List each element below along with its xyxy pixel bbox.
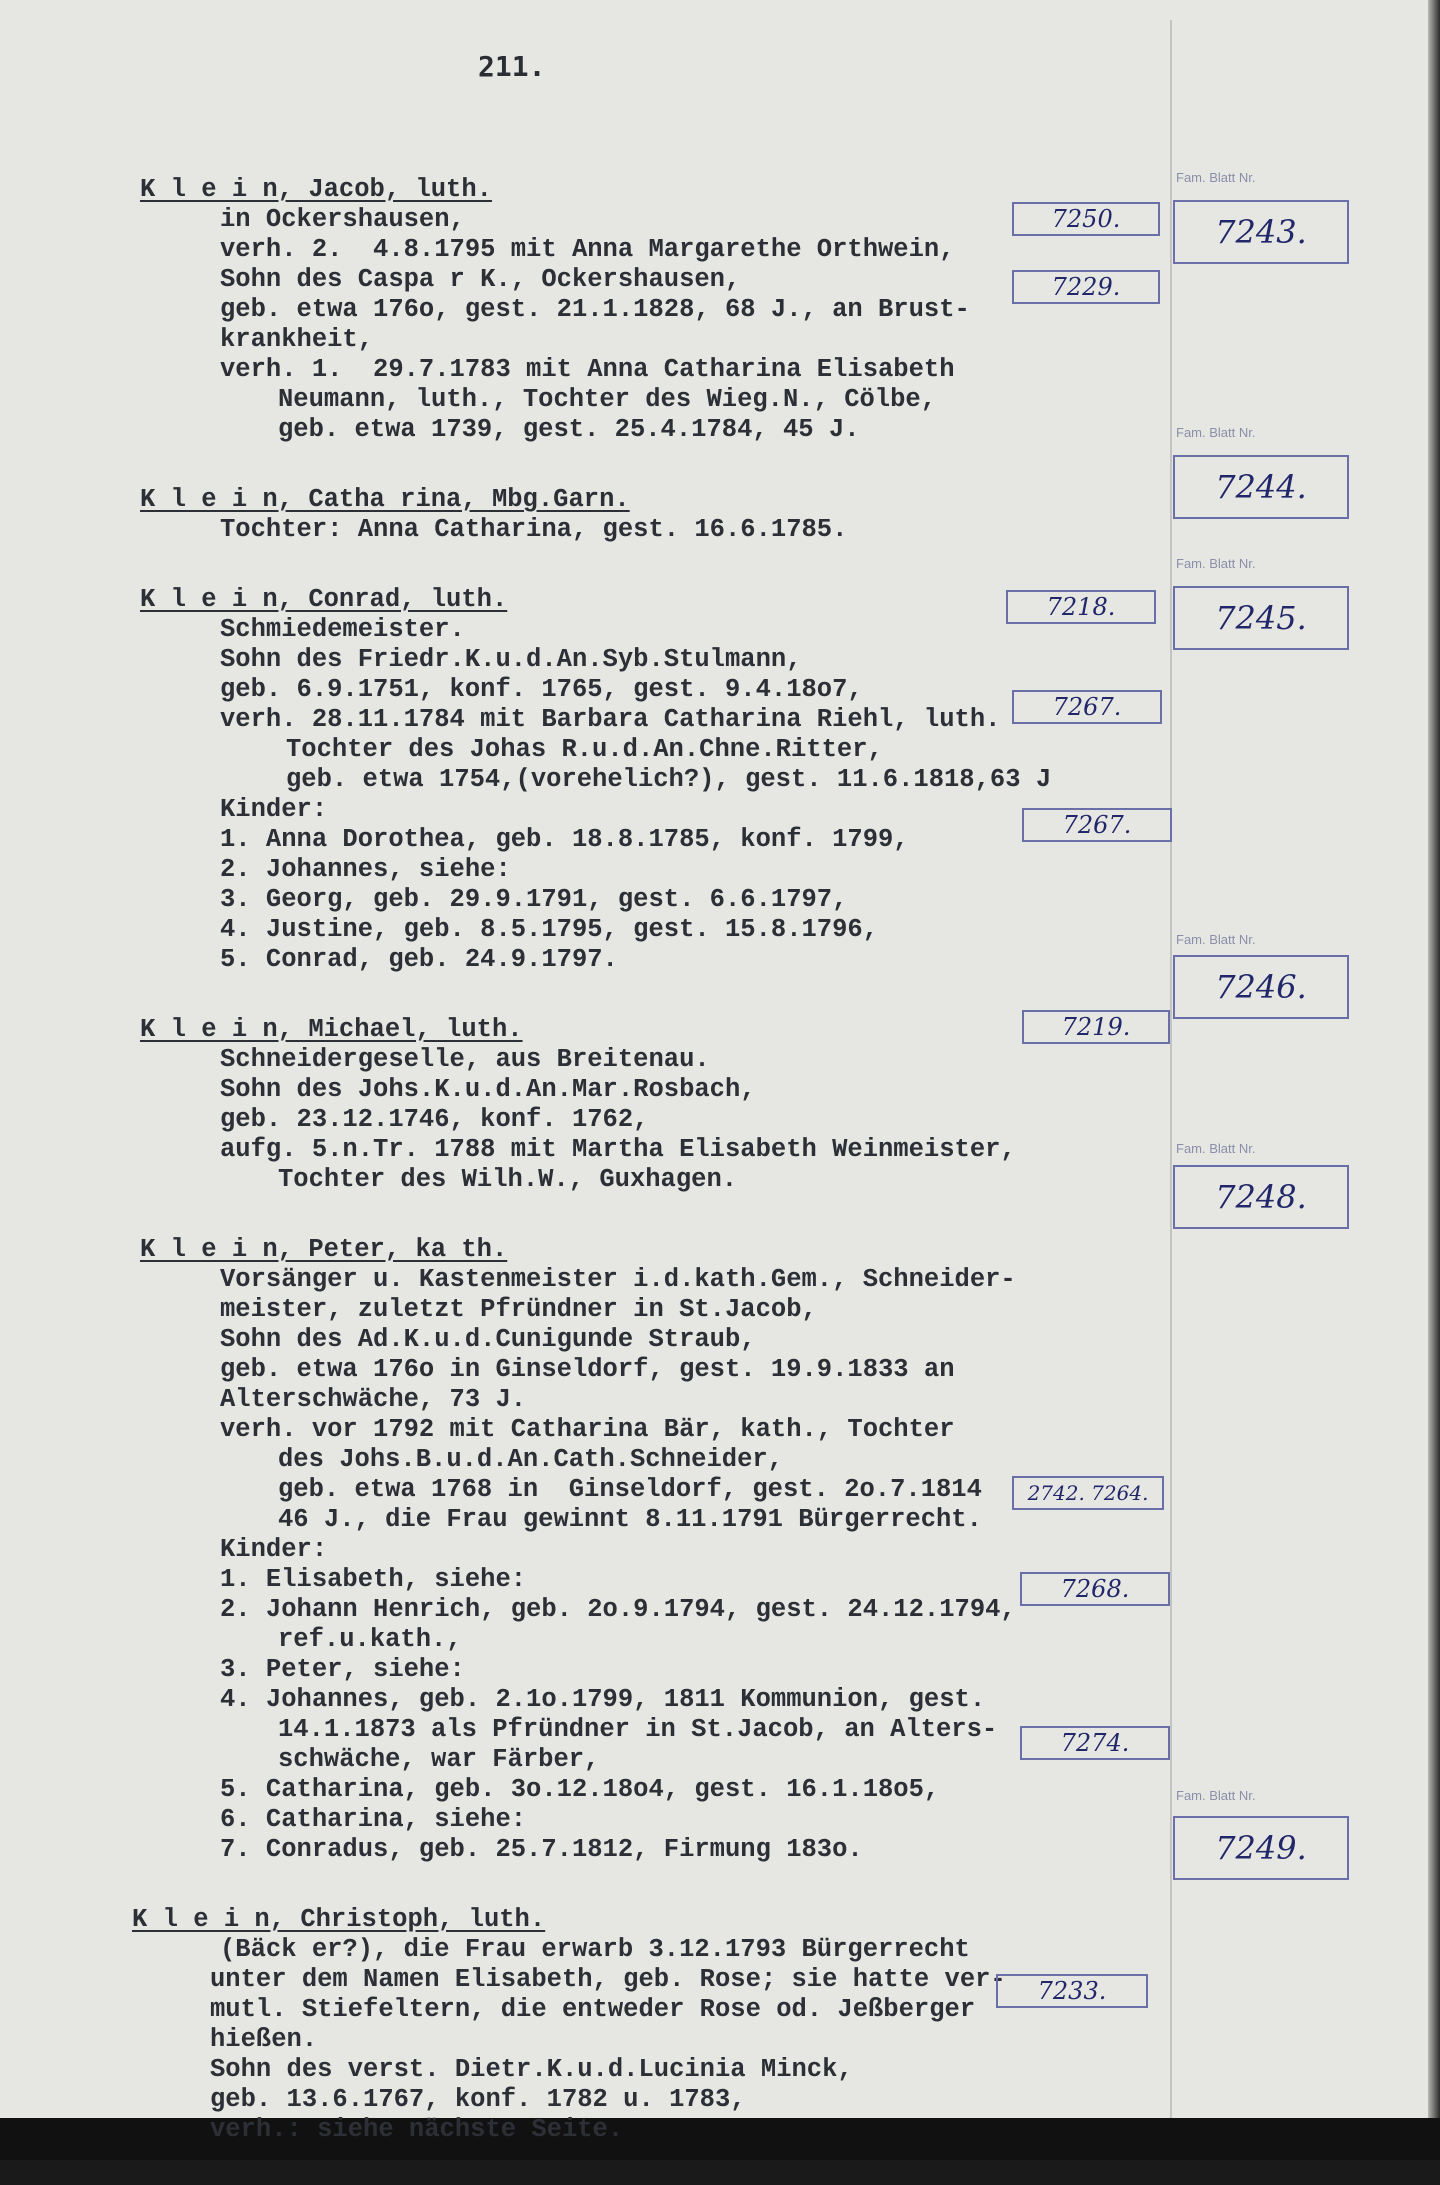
entry-line: in Ockershausen,: [220, 205, 465, 234]
entry-line: Vorsänger u. Kastenmeister i.d.kath.Gem., Schneider-: [220, 1265, 1016, 1294]
fam-blatt-number: 7244.: [1173, 455, 1349, 519]
entry-line: 2. Johann Henrich, geb. 2o.9.1794, gest. 24.12.1794,: [220, 1595, 1016, 1624]
entry-line: 2. Johannes, siehe:: [220, 855, 511, 884]
entry: [140, 1235, 1200, 1865]
entry-line: verh. 28.11.1784 mit Barbara Catharina Riehl, luth.: [220, 705, 1001, 734]
fam-blatt-label: Fam. Blatt Nr.: [1176, 932, 1256, 947]
entry-line: aufg. 5.n.Tr. 1788 mit Martha Elisabeth Weinmeister,: [220, 1135, 1016, 1164]
fam-blatt-number: 7246.: [1173, 955, 1349, 1019]
entry-line: verh. 2. 4.8.1795 mit Anna Margarethe Orthwein,: [220, 235, 955, 264]
entry-line: 5. Conrad, geb. 24.9.1797.: [220, 945, 618, 974]
entry-line: Tochter: Anna Catharina, gest. 16.6.1785.: [220, 515, 848, 544]
entry-line: verh. 1. 29.7.1783 mit Anna Catharina Elisabeth: [220, 355, 955, 384]
fam-blatt-number: 7249.: [1173, 1816, 1349, 1880]
entry-heading: K l e i n, Peter, ka th.: [140, 1235, 508, 1264]
entry-line: geb. etwa 176o, gest. 21.1.1828, 68 J., an Brust-: [220, 295, 970, 324]
entry-line: Neumann, luth., Tochter des Wieg.N., Cölbe,: [278, 385, 937, 414]
fam-blatt-label: Fam. Blatt Nr.: [1176, 1141, 1256, 1156]
entry-line: Schmiedemeister.: [220, 615, 465, 644]
entry: [140, 585, 1200, 975]
cross-reference: 7268.: [1020, 1572, 1170, 1606]
entry-line: Kinder:: [220, 1535, 328, 1564]
entry-line: 4. Justine, geb. 8.5.1795, gest. 15.8.1796,: [220, 915, 879, 944]
entry-line: Schneidergeselle, aus Breitenau.: [220, 1045, 710, 1074]
entry-line: geb. etwa 1754,(vorehelich?), gest. 11.6.1818,63 J: [286, 765, 1052, 794]
entry: [140, 485, 1200, 545]
entry-line: schwäche, war Färber,: [278, 1745, 600, 1774]
entry-line: hießen.: [210, 2025, 318, 2054]
entry-line: geb. etwa 1768 in Ginseldorf, gest. 2o.7.1814: [278, 1475, 982, 1504]
fam-blatt-number: 7243.: [1173, 200, 1349, 264]
entry-heading: K l e i n, Christoph, luth.: [132, 1905, 546, 1934]
entry-line: geb. etwa 176o in Ginseldorf, gest. 19.9.1833 an: [220, 1355, 955, 1384]
entry-line: verh. vor 1792 mit Catharina Bär, kath., Tochter: [220, 1415, 955, 1444]
entry: [132, 1905, 1200, 2145]
cross-reference: 7218.: [1006, 590, 1156, 624]
entry-line: 5. Catharina, geb. 3o.12.18o4, gest. 16.1.18o5,: [220, 1775, 940, 1804]
entry-line: Tochter des Wilh.W., Guxhagen.: [278, 1165, 738, 1194]
cross-reference: 7267.: [1022, 808, 1172, 842]
entries: [132, 175, 1200, 2185]
page-edge: [1428, 0, 1440, 2160]
entry-line: Tochter des Johas R.u.d.An.Chne.Ritter,: [286, 735, 883, 764]
entry-line: (Bäck er?), die Frau erwarb 3.12.1793 Bürgerrecht: [220, 1935, 970, 1964]
entry-line: meister, zuletzt Pfründner in St.Jacob,: [220, 1295, 817, 1324]
entry-line: verh.: siehe nächste Seite.: [210, 2115, 624, 2144]
fam-blatt-number: 7245.: [1173, 586, 1349, 650]
cross-reference: 7229.: [1012, 270, 1160, 304]
cross-reference: 7274.: [1020, 1726, 1170, 1760]
entry-line: mutl. Stiefeltern, die entweder Rose od. Jeßberger: [210, 1995, 976, 2024]
entry-line: geb. etwa 1739, gest. 25.4.1784, 45 J.: [278, 415, 860, 444]
entry-line: Alterschwäche, 73 J.: [220, 1385, 527, 1414]
entry-line: 3. Georg, geb. 29.9.1791, gest. 6.6.1797,: [220, 885, 848, 914]
entry-line: unter dem Namen Elisabeth, geb. Rose; sie hatte ver-: [210, 1965, 1006, 1994]
cross-reference: 7219.: [1022, 1010, 1170, 1044]
entry-line: geb. 23.12.1746, konf. 1762,: [220, 1105, 649, 1134]
entry-line: Kinder:: [220, 795, 328, 824]
entry-line: 14.1.1873 als Pfründner in St.Jacob, an Alters-: [278, 1715, 998, 1744]
cross-reference: 2742. 7264.: [1012, 1476, 1164, 1510]
fam-blatt-label: Fam. Blatt Nr.: [1176, 556, 1256, 571]
entry-line: 7. Conradus, geb. 25.7.1812, Firmung 183o.: [220, 1835, 863, 1864]
fam-blatt-label: Fam. Blatt Nr.: [1176, 170, 1256, 185]
entry-line: des Johs.B.u.d.An.Cath.Schneider,: [278, 1445, 783, 1474]
entry-heading: K l e i n, Jacob, luth.: [140, 175, 492, 204]
entry-line: Sohn des verst. Dietr.K.u.d.Lucinia Minck,: [210, 2055, 853, 2084]
entry-line: 46 J., die Frau gewinnt 8.11.1791 Bürgerrecht.: [278, 1505, 982, 1534]
page-number: 211.: [478, 50, 546, 83]
entry-line: geb. 13.6.1767, konf. 1782 u. 1783,: [210, 2085, 746, 2114]
entry-line: Sohn des Friedr.K.u.d.An.Syb.Stulmann,: [220, 645, 802, 674]
entry-line: 6. Catharina, siehe:: [220, 1805, 527, 1834]
entry-line: 1. Anna Dorothea, geb. 18.8.1785, konf. 1799,: [220, 825, 909, 854]
entry-heading: K l e i n, Michael, luth.: [140, 1015, 523, 1044]
entry-heading: K l e i n, Conrad, luth.: [140, 585, 508, 614]
cross-reference: 7233.: [996, 1974, 1148, 2008]
entry-line: 1. Elisabeth, siehe:: [220, 1565, 527, 1594]
entry-line: geb. 6.9.1751, konf. 1765, gest. 9.4.18o7,: [220, 675, 863, 704]
cross-reference: 7267.: [1012, 690, 1162, 724]
fam-blatt-label: Fam. Blatt Nr.: [1176, 1788, 1256, 1803]
entry-line: 4. Johannes, geb. 2.1o.1799, 1811 Kommunion, gest.: [220, 1685, 986, 1714]
entry-line: krankheit,: [220, 325, 374, 354]
fam-blatt-number: 7248.: [1173, 1165, 1349, 1229]
entry-line: 3. Peter, siehe:: [220, 1655, 465, 1684]
entry-line: ref.u.kath.,: [278, 1625, 462, 1654]
fam-blatt-label: Fam. Blatt Nr.: [1176, 425, 1256, 440]
entry-line: Sohn des Caspa r K., Ockershausen,: [220, 265, 741, 294]
entry-heading: K l e i n, Catha rina, Mbg.Garn.: [140, 485, 630, 514]
cross-reference: 7250.: [1012, 202, 1160, 236]
entry-line: Sohn des Ad.K.u.d.Cunigunde Straub,: [220, 1325, 756, 1354]
entry-line: Sohn des Johs.K.u.d.An.Mar.Rosbach,: [220, 1075, 756, 1104]
